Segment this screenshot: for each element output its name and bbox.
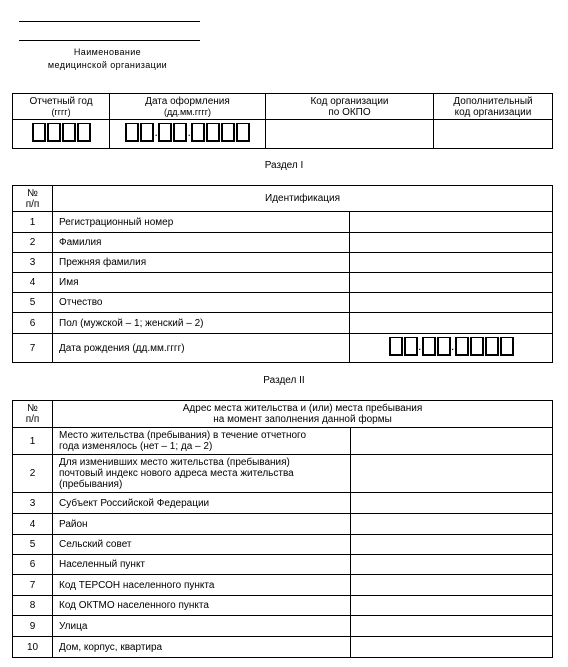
table-row — [13, 575, 553, 596]
region-field[interactable] — [351, 493, 553, 514]
table-row — [13, 313, 553, 334]
row-number: 7 — [13, 575, 53, 596]
sex-field[interactable] — [350, 313, 553, 334]
digit-box[interactable] — [140, 123, 154, 142]
table-row — [13, 493, 553, 514]
digit-box[interactable] — [125, 123, 139, 142]
digit-box[interactable] — [404, 337, 418, 356]
row-label: Прежняя фамилия — [53, 253, 350, 273]
row-number: 2 — [13, 233, 53, 253]
row-number: 1 — [13, 212, 53, 233]
issue-date-header — [110, 94, 266, 120]
digit-box[interactable] — [422, 337, 436, 356]
row-number: 4 — [13, 273, 53, 293]
previous-surname-field[interactable] — [350, 253, 553, 273]
village-council-field[interactable] — [351, 535, 553, 555]
report-year-header-line1: Отчетный год — [29, 95, 93, 107]
oktmo-code-field[interactable] — [351, 596, 553, 616]
num-header-line2: п/п — [25, 198, 40, 210]
table-row — [13, 455, 553, 493]
section-1-num-header — [13, 186, 53, 212]
okpo-code-field[interactable] — [266, 120, 434, 149]
digit-box[interactable] — [455, 337, 469, 356]
extra-code-header-line2: код организации — [454, 106, 532, 118]
digit-box[interactable] — [173, 123, 187, 142]
row-number: 5 — [13, 535, 53, 555]
row-number: 4 — [13, 514, 53, 535]
issue-date-header-line1: Дата оформления — [145, 95, 230, 107]
street-field[interactable] — [351, 616, 553, 637]
digit-box[interactable] — [32, 123, 46, 142]
table-row — [13, 233, 553, 253]
section-1-main-header: Идентификация — [53, 186, 553, 212]
row-label: Сельский совет — [53, 535, 351, 555]
row-label: Отчество — [53, 293, 350, 313]
okpo-code-header-line2: по ОКПО — [328, 106, 371, 118]
row-number: 8 — [13, 596, 53, 616]
org-name-line-2[interactable] — [19, 40, 200, 41]
district-field[interactable] — [351, 514, 553, 535]
first-name-field[interactable] — [350, 273, 553, 293]
org-name-line-1[interactable] — [19, 21, 200, 22]
row-label-line3: (пребывания) — [59, 479, 123, 490]
patronymic-field[interactable] — [350, 293, 553, 313]
digit-box[interactable] — [389, 337, 403, 356]
date-dot: . — [418, 339, 422, 353]
row-number: 1 — [13, 428, 53, 455]
row-number: 3 — [13, 493, 53, 514]
row-label: Район — [53, 514, 351, 535]
table-row — [13, 253, 553, 273]
table-row — [13, 616, 553, 637]
table-row — [13, 293, 553, 313]
issue-date-boxes[interactable] — [110, 120, 266, 149]
table-row — [13, 637, 553, 658]
row-label-line2: года изменялось (нет – 1; да – 2) — [59, 441, 213, 452]
digit-box[interactable] — [485, 337, 499, 356]
residence-changed-field[interactable] — [351, 428, 553, 455]
locality-field[interactable] — [351, 555, 553, 575]
row-label-line1: Для изменивших место жительства (пребывания) — [59, 457, 290, 468]
row-label: Имя — [53, 273, 350, 293]
row-label-line1: Место жительства (пребывания) в течение отчетного — [59, 430, 307, 441]
digit-box[interactable] — [206, 123, 220, 142]
digit-box[interactable] — [437, 337, 451, 356]
registration-number-field[interactable] — [350, 212, 553, 233]
extra-code-header — [434, 94, 553, 120]
row-label: Регистрационный номер — [53, 212, 350, 233]
row-number: 2 — [13, 455, 53, 493]
row-number: 9 — [13, 616, 53, 637]
org-label-line1: Наименование — [73, 47, 142, 57]
report-year-header — [13, 94, 110, 120]
date-dot: . — [154, 125, 158, 139]
org-label — [0, 46, 215, 72]
extra-code-field[interactable] — [434, 120, 553, 149]
extra-code-header-line1: Дополнительный — [453, 95, 533, 107]
okpo-code-header — [266, 94, 434, 120]
table-row — [13, 596, 553, 616]
row-label: Дата рождения (дд.мм.гггг) — [53, 334, 350, 363]
table-row — [13, 535, 553, 555]
table-row — [13, 514, 553, 535]
date-dot: . — [187, 125, 191, 139]
org-label-line2: медицинской организации — [47, 60, 168, 70]
section-2-title: Раздел II — [263, 375, 305, 386]
row-label: Дом, корпус, квартира — [53, 637, 351, 658]
row-number: 10 — [13, 637, 53, 658]
report-year-header-line2: (гггг) — [51, 106, 71, 117]
row-number: 6 — [13, 555, 53, 575]
report-year-boxes[interactable] — [13, 120, 110, 149]
section-2-table — [12, 400, 553, 658]
section-2-num-header — [13, 401, 53, 428]
row-label — [53, 428, 351, 455]
digit-box[interactable] — [500, 337, 514, 356]
table-row — [13, 334, 553, 363]
section-2-main-header — [53, 401, 553, 428]
header-table — [12, 93, 553, 149]
row-number: 3 — [13, 253, 53, 273]
row-label: Улица — [53, 616, 351, 637]
section-1-table — [12, 185, 553, 363]
main-header-line1: Адрес места жительства и (или) места пребывания — [182, 403, 423, 414]
row-label — [53, 455, 351, 493]
digit-box[interactable] — [470, 337, 484, 356]
num-header-line2: п/п — [25, 414, 40, 425]
digit-box[interactable] — [47, 123, 61, 142]
digit-box[interactable] — [236, 123, 250, 142]
digit-box[interactable] — [221, 123, 235, 142]
row-label: Код ОКТМО населенного пункта — [53, 596, 351, 616]
row-label-line2: почтовый индекс нового адреса места жительства — [59, 468, 294, 479]
row-label: Населенный пункт — [53, 555, 351, 575]
row-label: Фамилия — [53, 233, 350, 253]
digit-box[interactable] — [158, 123, 172, 142]
surname-field[interactable] — [350, 233, 553, 253]
num-header-line1: № — [27, 187, 38, 199]
row-number: 5 — [13, 293, 53, 313]
section-1-title: Раздел I — [264, 160, 304, 171]
digit-box[interactable] — [62, 123, 76, 142]
table-row — [13, 273, 553, 293]
num-header-line1: № — [27, 403, 38, 414]
main-header-line2: на момент заполнения данной формы — [213, 414, 392, 425]
table-row — [13, 428, 553, 455]
row-label: Субъект Российской Федерации — [53, 493, 351, 514]
digit-box[interactable] — [191, 123, 205, 142]
row-label: Код ТЕРСОН населенного пункта — [53, 575, 351, 596]
digit-box[interactable] — [77, 123, 91, 142]
terson-code-field[interactable] — [351, 575, 553, 596]
row-label: Пол (мужской – 1; женский – 2) — [53, 313, 350, 334]
table-row — [13, 555, 553, 575]
issue-date-header-line2: (дд.мм.гггг) — [163, 106, 211, 117]
row-number: 6 — [13, 313, 53, 334]
okpo-code-header-line1: Код организации — [310, 95, 389, 107]
date-dot: . — [451, 339, 455, 353]
postal-code-field[interactable] — [351, 455, 553, 493]
house-field[interactable] — [351, 637, 553, 658]
birth-date-boxes[interactable] — [350, 334, 553, 363]
row-number: 7 — [13, 334, 53, 363]
table-row — [13, 212, 553, 233]
